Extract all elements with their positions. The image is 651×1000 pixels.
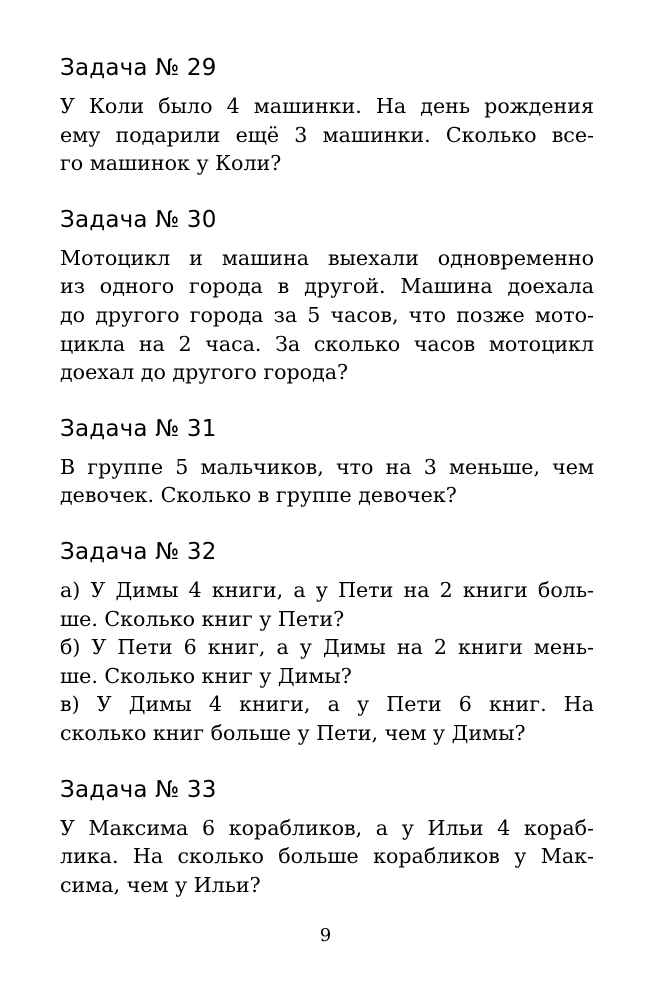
task-text <box>60 92 594 178</box>
text-line: лика. На сколько больше корабликов у Мак- <box>60 844 594 869</box>
task-title: Задача № 33 <box>60 776 217 803</box>
text-line: ше. Сколько книг у Димы? <box>60 663 352 688</box>
task-text <box>60 453 594 510</box>
text-line: девочек. Сколько в группе девочек? <box>60 483 457 508</box>
task-text <box>60 814 594 900</box>
task-30 <box>60 200 594 387</box>
text-line: цикла на 2 часа. За сколько часов мотоцикл <box>60 331 594 356</box>
text-line: б) У Пети 6 книг, а у Димы на 2 книги мень- <box>60 635 594 660</box>
text-line: сколько книг больше у Пети, чем у Димы? <box>60 720 526 745</box>
text-line: до другого города за 5 часов, что позже мото- <box>60 302 594 327</box>
text-line: ше. Сколько книг у Пети? <box>60 606 345 631</box>
task-33 <box>60 770 594 900</box>
text-line: В группе 5 мальчиков, что на 3 меньше, чем <box>60 454 594 479</box>
task-text <box>60 244 594 387</box>
text-line: У Коли было 4 машинки. На день рождения <box>60 94 594 118</box>
text-line: доехал до другого города? <box>60 360 349 385</box>
text-line: из одного города в другой. Машина доехала <box>60 274 594 299</box>
text-line: а) У Димы 4 книги, а у Пети на 2 книги боль- <box>60 577 594 602</box>
task-title: Задача № 29 <box>60 55 217 81</box>
page-number: 9 <box>319 925 332 946</box>
page-content <box>60 48 594 921</box>
task-text <box>60 576 594 748</box>
task-29 <box>60 48 594 178</box>
text-line: сима, чем у Ильи? <box>60 872 261 897</box>
task-title: Задача № 32 <box>60 538 217 565</box>
task-31 <box>60 409 594 510</box>
task-32 <box>60 532 594 748</box>
text-line: У Максима 6 корабликов, а у Ильи 4 кораб- <box>60 815 594 840</box>
task-title: Задача № 31 <box>60 415 217 442</box>
task-title: Задача № 30 <box>60 206 217 233</box>
text-line: го машинок у Коли? <box>60 151 282 176</box>
text-line: в) У Димы 4 книги, а у Пети 6 книг. На <box>60 692 594 717</box>
text-line: Мотоцикл и машина выехали одновременно <box>60 245 594 270</box>
text-line: ему подарили ещё 3 машинки. Сколько все- <box>60 122 594 147</box>
